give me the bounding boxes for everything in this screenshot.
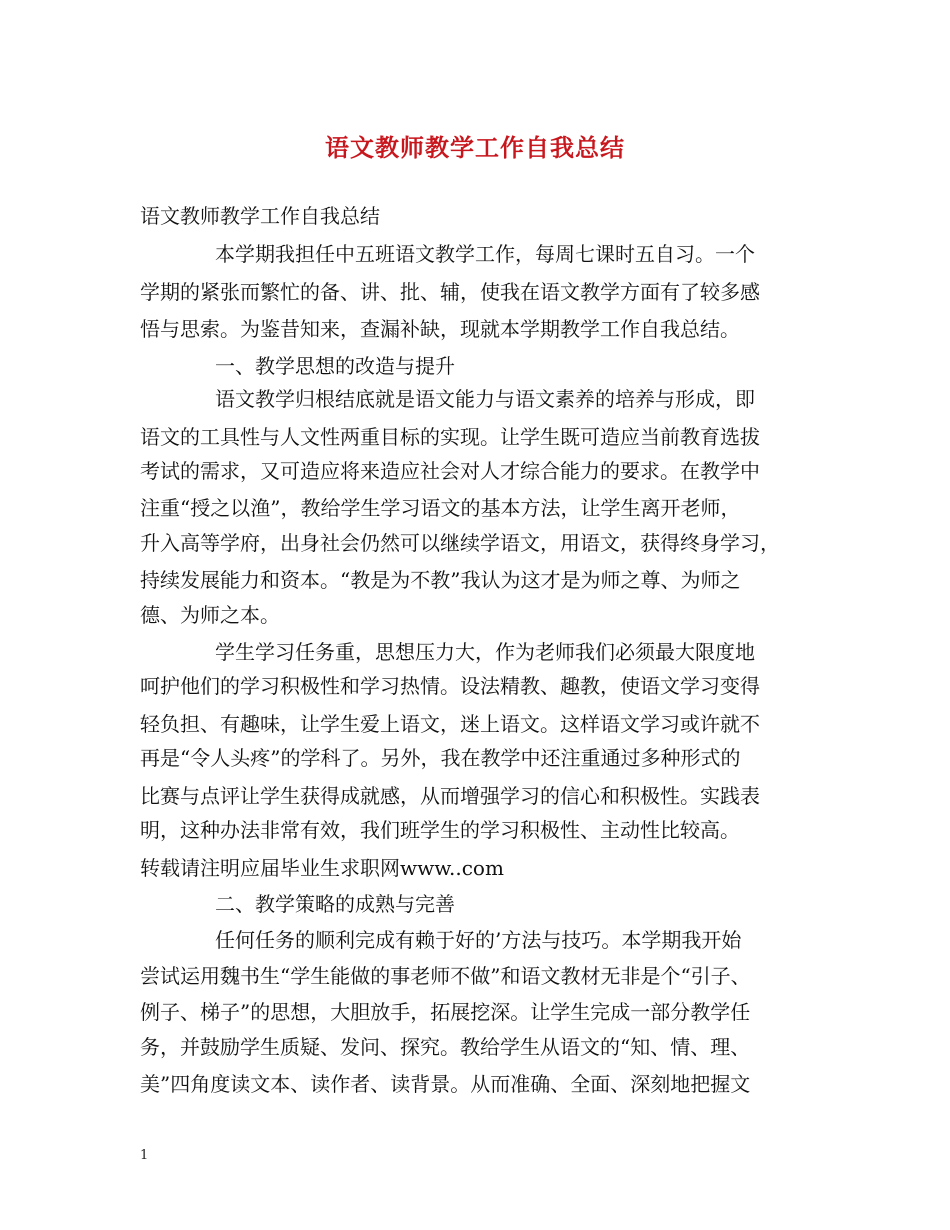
- text-line: 尝试运用魏书生“学生能做的事老师不做”和语文教材无非是个“引子、: [140, 964, 751, 988]
- text-line: 务，并鼓励学生质疑、发问、探究。教给学生从语文的“知、情、理、: [140, 1035, 751, 1059]
- text-line: 考试的需求，又可造应将来造应社会对人才综合能力的要求。在教学中: [140, 459, 760, 483]
- text-line: 升入高等学府，出身社会仍然可以继续学语文，用语文，获得终身学习，: [140, 531, 780, 555]
- text-line: 悟与思索。为鉴昔知来，查漏补缺，现就本学期教学工作自我总结。: [140, 317, 740, 341]
- text-line: 学生学习任务重，思想压力大，作为老师我们必须最大限度地: [215, 640, 755, 664]
- text-line: 再是“令人头疼”的学科了。另外，我在教学中还注重通过多种形式的: [140, 746, 741, 770]
- text-line: 德、为师之本。: [140, 603, 280, 627]
- text-line: 语文的工具性与人文性两重目标的实现。让学生既可造应当前教育选拔: [140, 425, 760, 449]
- text-line: 持续发展能力和资本。“教是为不教”我认为这才是为师之尊、为师之: [140, 568, 741, 592]
- text-line: 呵护他们的学习积极性和学习热情。设法精教、趣教，使语文学习变得: [140, 674, 760, 698]
- text-line: 美”四角度读文本、读作者、读背景。从而准确、全面、深刻地把握文: [140, 1072, 751, 1096]
- text-line: 注重“授之以渔”，教给学生学习语文的基本方法，让学生离开老师，: [140, 496, 741, 520]
- document-title: 语文教师教学工作自我总结: [325, 133, 625, 162]
- page-number: 1: [140, 1148, 149, 1163]
- text-line: 轻负担、有趣味，让学生爱上语文，迷上语文。这样语文学习或许就不: [140, 712, 760, 736]
- section-heading: 一、教学思想的改造与提升: [215, 354, 455, 378]
- text-line: 学期的紧张而繁忙的备、讲、批、辅，使我在语文教学方面有了较多感: [140, 280, 760, 304]
- text-line: 语文教学归根结底就是语文能力与语文素养的培养与形成，即: [215, 387, 755, 411]
- text-line: 任何任务的顺利完成有赖于好的’方法与技巧。本学期我开始: [215, 928, 742, 952]
- text-line: 明，这种办法非常有效，我们班学生的学习积极性、主动性比较高。: [140, 818, 740, 842]
- subtitle-line: 语文教师教学工作自我总结: [140, 204, 380, 228]
- repost-notice-line: 转载请注明应届毕业生求职网www..com: [140, 856, 504, 880]
- text-line: 本学期我担任中五班语文教学工作，每周七课时五自习。一个: [215, 242, 755, 266]
- section-heading: 二、教学策略的成熟与完善: [215, 892, 455, 916]
- text-line: 例子、梯子”的思想，大胆放手，拓展挖深。让学生完成一部分教学任: [140, 1000, 751, 1024]
- text-line: 比赛与点评让学生获得成就感，从而增强学习的信心和积极性。实践表: [140, 784, 760, 808]
